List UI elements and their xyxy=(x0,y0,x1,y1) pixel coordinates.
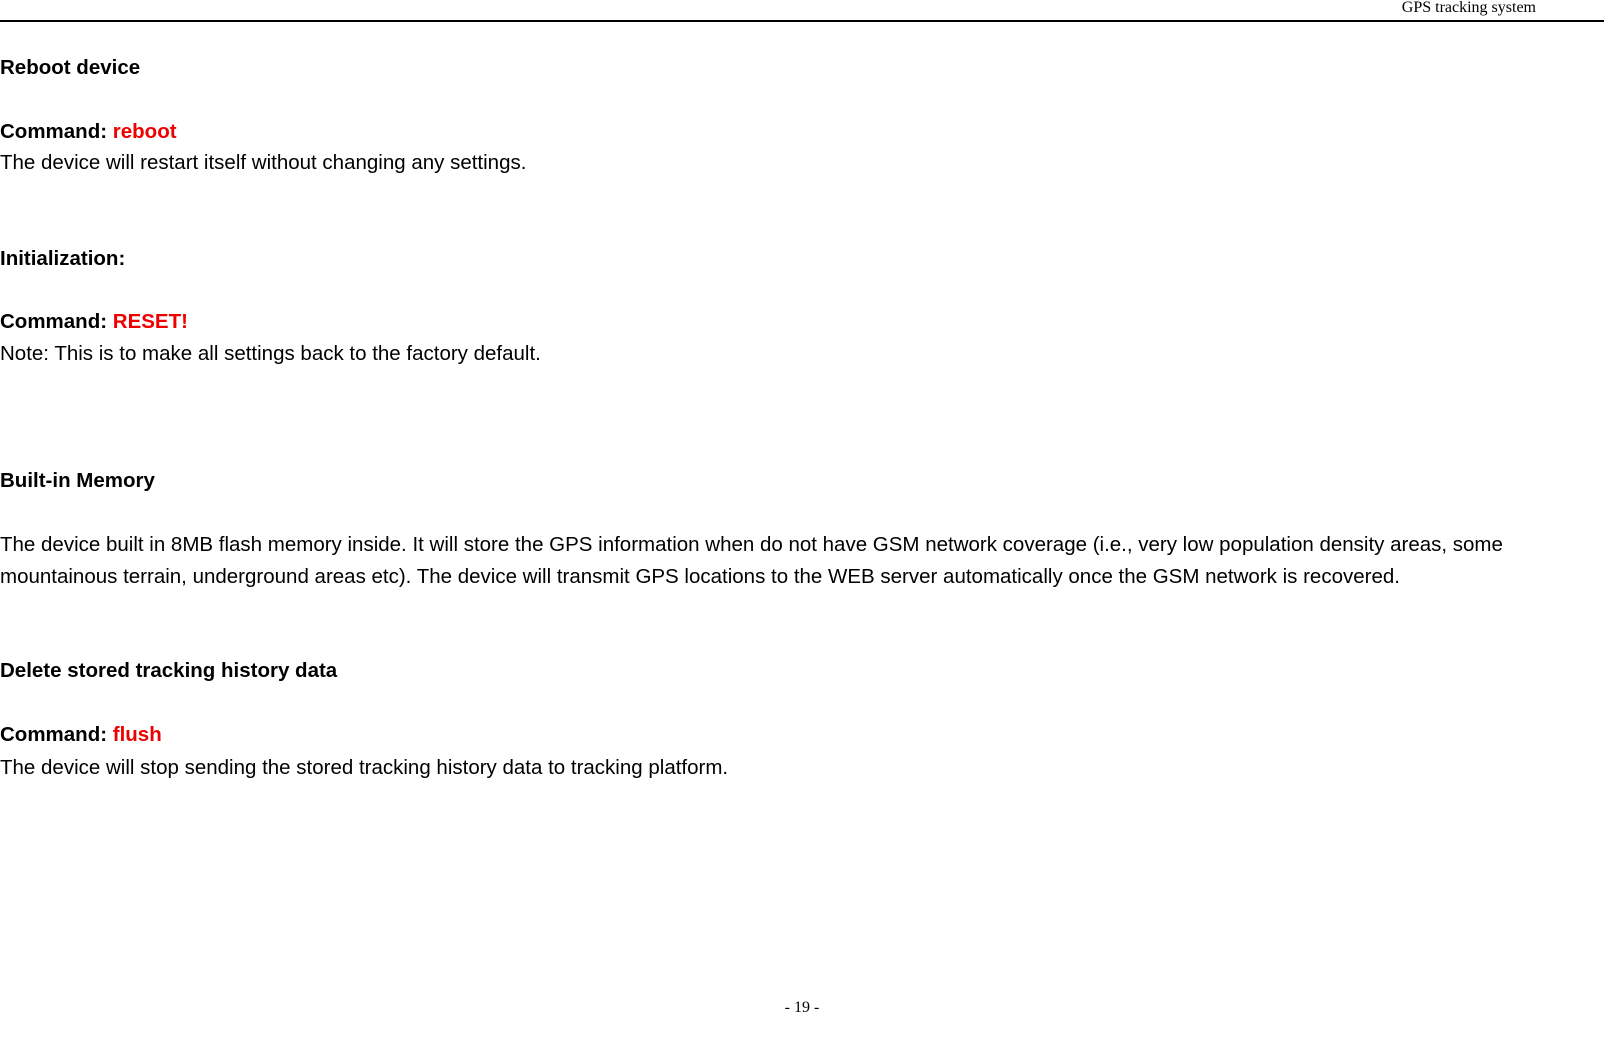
init-command-line xyxy=(0,310,188,334)
reboot-command-value: reboot xyxy=(112,120,177,143)
flush-command-line xyxy=(0,723,162,747)
reboot-description: The device will restart itself without changing any settings. xyxy=(0,151,527,174)
reboot-command-label: Command: xyxy=(0,120,108,143)
header-title: GPS tracking system xyxy=(1401,0,1536,16)
init-command-value: RESET! xyxy=(112,310,188,333)
memory-heading: Built-in Memory xyxy=(0,469,155,492)
init-heading: Initialization: xyxy=(0,247,126,270)
page-number: - 19 - xyxy=(784,999,820,1016)
init-description: Note: This is to make all settings back to the factory default. xyxy=(0,342,541,365)
memory-paragraph: The device built in 8MB flash memory inside. It will store the GPS information when do not have GSM network coverage (i.e., very low population density areas, some mountainous terrain, underground areas etc). The device will transmit GPS locations to the WEB server automatically once the GSM network is recovered. xyxy=(0,533,1503,588)
flush-heading: Delete stored tracking history data xyxy=(0,659,338,682)
flush-command-label: Command: xyxy=(0,723,108,746)
flush-command-value: flush xyxy=(112,723,162,746)
flush-description: The device will stop sending the stored tracking history data to tracking platform. xyxy=(0,756,729,779)
init-command-label: Command: xyxy=(0,310,108,333)
reboot-command-line xyxy=(0,120,177,144)
reboot-heading: Reboot device xyxy=(0,56,141,79)
page-header xyxy=(0,0,1604,22)
